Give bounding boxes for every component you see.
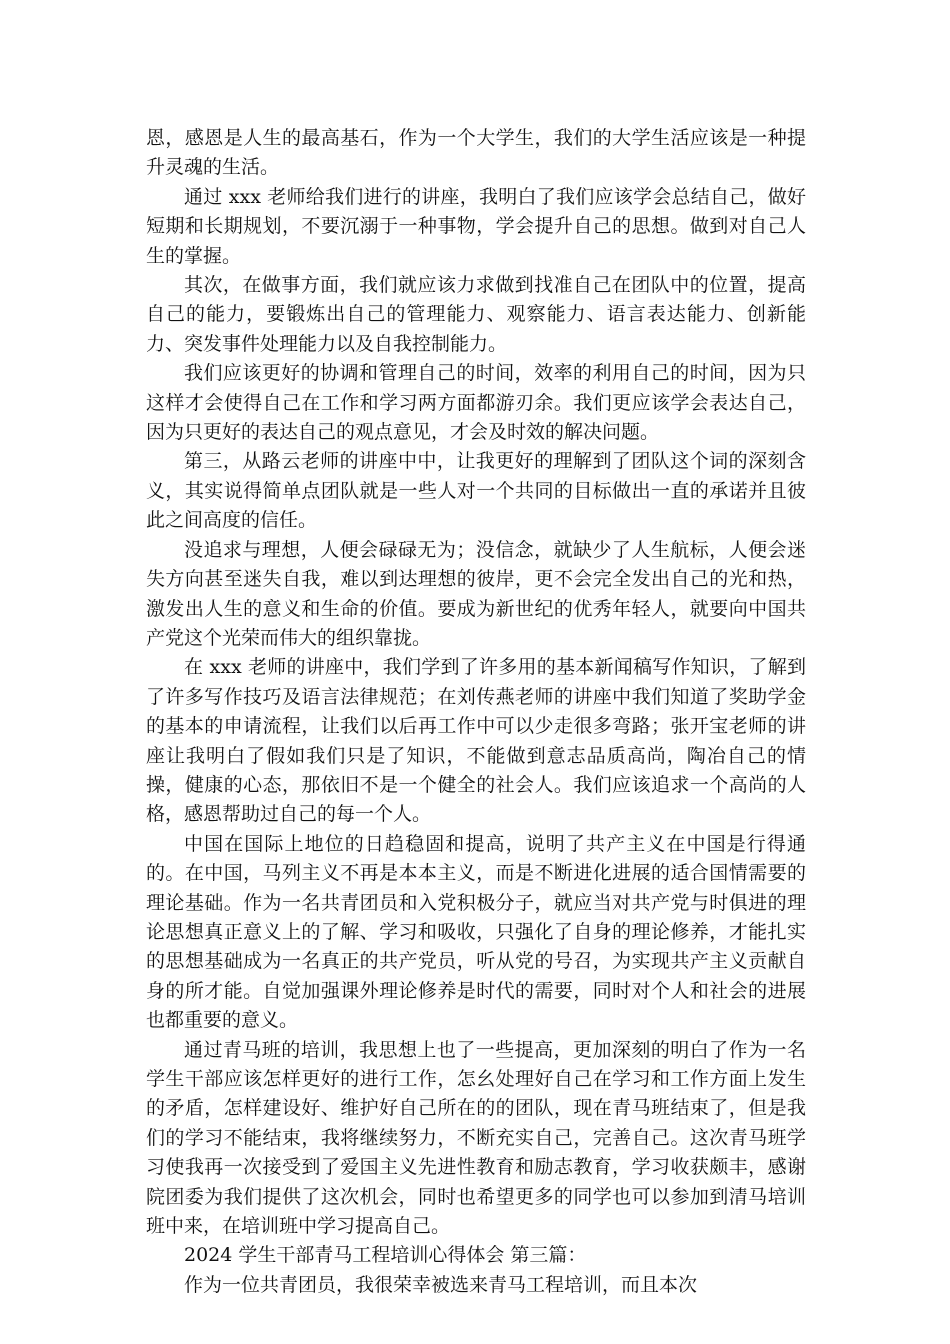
paragraph-time-management: 我们应该更好的协调和管理自己的时间，效率的利用自己的时间，因为只这样才会使得自己在工作和学习两方面都游刃余。我们更应该学会表达自己，因为只更好的表达自己的观点意见，才会及时效的解决问题。 [146, 362, 806, 444]
document-page [146, 124, 806, 1300]
paragraph-lecture-summary: 通过 xxx 老师给我们进行的讲座，我明白了我们应该学会总结自己，做好短期和长期规划，不要沉溺于一种事物，学会提升自己的思想。做到对自己人生的掌握。 [146, 185, 806, 267]
paragraph-theory: 中国在国际上地位的日趋稳固和提高，说明了共产主义在中国是行得通的。在中国，马列主义不再是本本主义，而是不断进化进展的适合国情需要的理论基础。作为一名共青团员和入党积极分子，就应当对共产党与时俱进的理论思想真正意义上的了解、学习和吸收，只强化了自身的理论修养，才能扎实的思想基础成为一名真正的共产党员，听从党的号召，为实现共产主义贡献自身的所才能。自觉加强课外理论修养是时代的需要，同时对个人和社会的进展也都重要的意义。 [146, 832, 806, 1032]
paragraph-news-writing: 在 xxx 老师的讲座中，我们学到了许多用的基本新闻稿写作知识，了解到了许多写作技巧及语言法律规范；在刘传燕老师的讲座中我们知道了奖助学金的基本的申请流程，让我们以后再工作中可以少走很多弯路；张开宝老师的讲座让我明白了假如我们只是了知识，不能做到意志品质高尚，陶冶自己的情操，健康的心态，那依旧不是一个健全的社会人。我们应该追求一个高尚的人格，感恩帮助过自己的每一个人。 [146, 656, 806, 826]
paragraph-third-point: 第三，从路云老师的讲座中中，让我更好的理解到了团队这个词的深刻含义，其实说得简单点团队就是一些人对一个共同的目标做出一直的承诺并且彼此之间高度的信任。 [146, 450, 806, 532]
paragraph-ideals: 没追求与理想，人便会碌碌无为；没信念，就缺少了人生航标，人便会迷失方向甚至迷失自我，难以到达理想的彼岸，更不会完全发出自己的光和热，激发出人生的意义和生命的价值。要成为新世纪的优秀年轻人，就要向中国共产党这个光荣而伟大的组织靠拢。 [146, 538, 806, 649]
paragraph-continuation: 恩，感恩是人生的最高基石，作为一个大学生，我们的大学生活应该是一种提升灵魂的生活。 [146, 127, 806, 179]
paragraph-third-article-start: 作为一位共青团员，我很荣幸被选来青马工程培训，而且本次 [184, 1273, 698, 1296]
section-heading: 2024 学生干部青马工程培训心得体会 第三篇： [184, 1244, 587, 1267]
paragraph-second-point: 其次，在做事方面，我们就应该力求做到找准自己在团队中的位置，提高自己的能力，要锻炼出自己的管理能力、观察能力、语言表达能力、创新能力、突发事件处理能力以及自我控制能力。 [146, 274, 806, 355]
paragraph-training-conclusion: 通过青马班的培训，我思想上也了一些提高，更加深刻的明白了作为一名学生干部应该怎样更好的进行工作，怎幺处理好自己在学习和工作方面上发生的矛盾，怎样建设好、维护好自己所在的的团队，现在青马班结束了，但是我们的学习不能结束，我将继续努力，不断充实自己，完善自己。这次青马班学习使我再一次接受到了爱国主义先进性教育和励志教育，学习收获颇丰，感谢院团委为我们提供了这次机会，同时也希望更多的同学也可以参加到清马培训班中来，在培训班中学习提高自己。 [146, 1038, 806, 1238]
